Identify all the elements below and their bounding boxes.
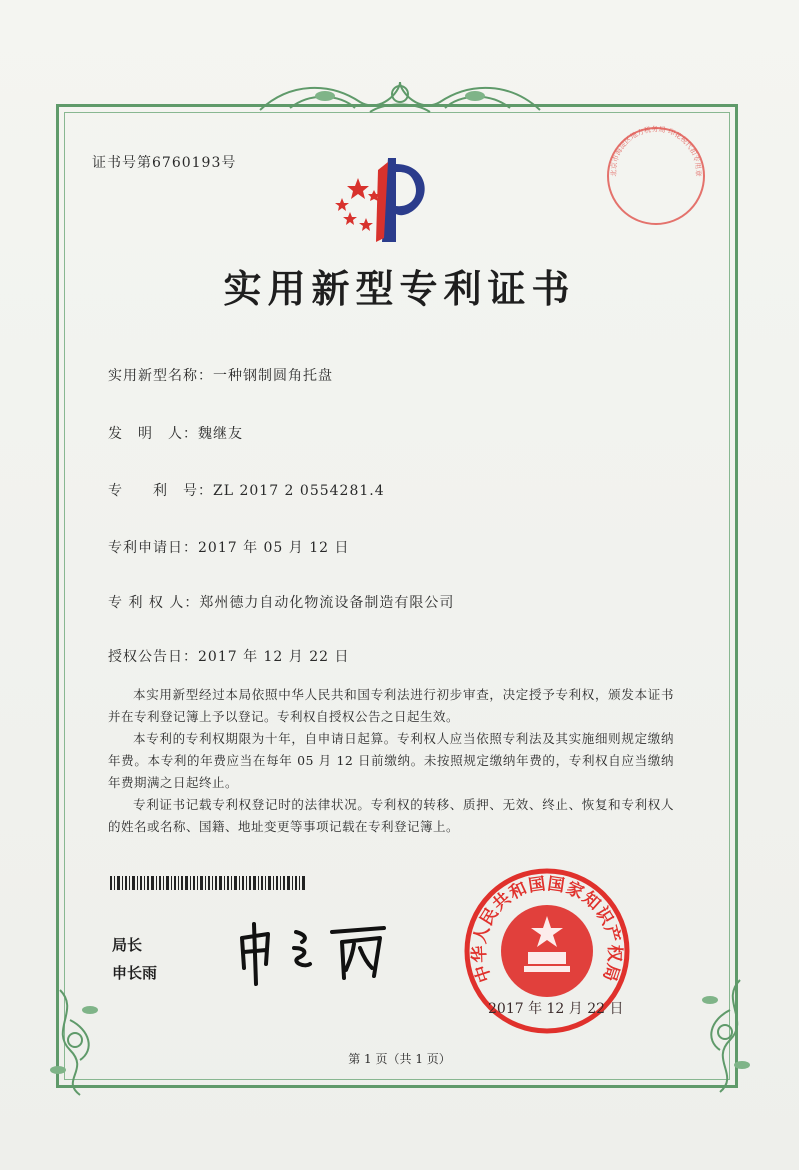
field-value: 郑州德力自动化物流设备制造有限公司 — [199, 595, 455, 611]
tax-stamp-text: 北京市海淀区地方税务局 印花税代扣专用章 — [609, 125, 703, 177]
field-patent-number — [108, 480, 385, 500]
field-value: 魏继友 — [198, 426, 243, 442]
top-ornament — [250, 72, 550, 122]
seal-text: 中华人民共和国国家知识产权局 — [469, 874, 625, 985]
tax-stamp-icon — [604, 124, 708, 228]
paragraph-term-and-fees: 本专利的专利权期限为十年，自申请日起算。专利权人应当依照专利法及其实施细则规定缴纳年费。本专利的年费应当在每年 05 月 12 日前缴纳。未按照规定缴纳年费的，专利权自应当缴纳年费期满之日起终止。 — [108, 731, 674, 790]
director-signature — [234, 918, 404, 988]
field-application-date — [108, 537, 350, 557]
barcode — [110, 876, 306, 890]
field-label: 实用新型名称： — [108, 368, 213, 384]
field-value: ZL 2017 2 0554281.4 — [213, 483, 385, 499]
bottom-right-ornament — [680, 970, 760, 1100]
field-value: 2017 年 12 月 22 日 — [198, 649, 350, 665]
paragraph-grant-notice: 本实用新型经过本局依照中华人民共和国专利法进行初步审查，决定授予专利权，颁发本证书并在专利登记簿上予以登记。专利权自授权公告之日起生效。 — [108, 687, 674, 724]
paragraph-legal-status: 专利证书记载专利权登记时的法律状况。专利权的转移、质押、无效、终止、恢复和专利权人的姓名或名称、国籍、地址变更等事项记载在专利登记簿上。 — [108, 797, 674, 834]
field-patentee — [108, 592, 454, 612]
director-title: 局长 — [112, 936, 143, 954]
field-label: 授权公告日： — [108, 649, 198, 665]
bottom-left-ornament — [40, 980, 120, 1100]
field-label: 专 利 权 人： — [108, 595, 200, 611]
field-label: 专 利 号： — [108, 483, 213, 499]
field-label: 发 明 人： — [108, 426, 198, 442]
field-utility-model-name — [108, 365, 333, 385]
field-grant-date — [108, 646, 350, 666]
field-label: 专利申请日： — [108, 540, 198, 556]
page-number: 第 1 页（共 1 页） — [348, 1052, 451, 1066]
field-value: 2017 年 05 月 12 日 — [198, 540, 350, 556]
svg-text:北京市海淀区地方税务局 印花税代扣专用章 — [609, 124, 703, 176]
issue-date: 2017 年 12 月 22 日 — [488, 1001, 624, 1017]
patent-office-logo-icon — [330, 150, 440, 250]
certificate-number: 证书号第6760193号 — [92, 155, 237, 171]
field-inventor — [108, 423, 243, 443]
director-name: 申长雨 — [112, 964, 158, 982]
field-value: 一种钢制圆角托盘 — [213, 368, 333, 384]
certificate-title: 实用新型专利证书 — [223, 267, 576, 311]
